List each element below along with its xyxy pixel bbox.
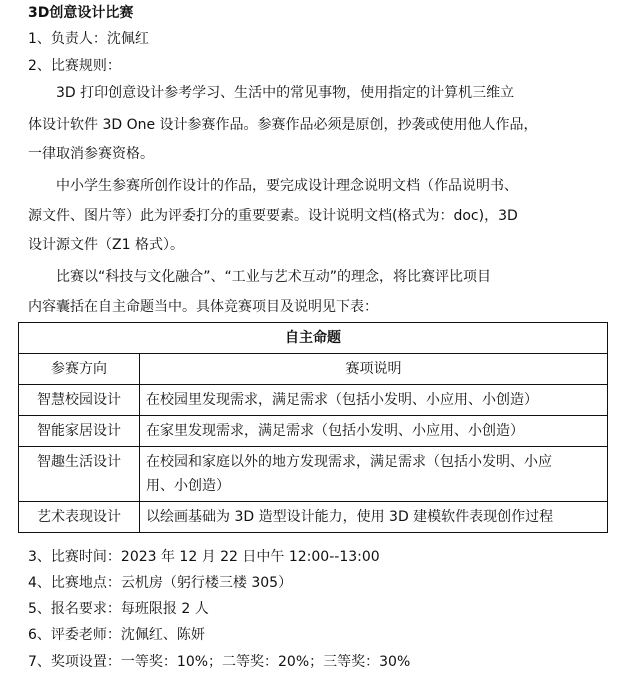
table-row: [19, 385, 608, 416]
table-row: [19, 502, 608, 533]
description-cell-line-1: 在校园和家庭以外的地方发现需求，满足需求（包括小发明、小应: [146, 454, 552, 470]
table-title-row: [19, 323, 608, 354]
table-header-row: [19, 354, 608, 385]
direction-cell: 艺术表现设计: [19, 502, 140, 533]
place-line: 4、比赛地点：云机房（躬行楼三楼 305）: [28, 575, 293, 591]
competition-table: [18, 322, 608, 533]
description-cell: 在校园里发现需求，满足需求（包括小发明、小应用、小创造）: [140, 385, 608, 416]
time-line: 3、比赛时间：2023 年 12 月 22 日中午 12:00--13:00: [28, 549, 380, 565]
leader-line: 1、负责人：沈佩红: [28, 31, 149, 47]
signup-line: 5、报名要求：每班限报 2 人: [28, 601, 209, 617]
rules-label: 2、比赛规则：: [28, 58, 121, 74]
direction-cell: 智能家居设计: [19, 416, 140, 447]
table-title: 自主命题: [19, 323, 608, 354]
paragraph-1-line-3: 一律取消参赛资格。: [28, 146, 154, 162]
awards-line: 7、奖项设置：一等奖：10%；二等奖：20%；三等奖：30%: [28, 654, 411, 670]
table-row: [19, 447, 608, 502]
paragraph-1-line-2: 体设计软件 3D One 设计参赛作品。参赛作品必须是原创，抄袭或使用他人作品，: [28, 117, 538, 133]
description-cell: [140, 447, 608, 502]
document-title: 3D创意设计比赛: [28, 5, 134, 21]
paragraph-3-line-1: 比赛以“科技与文化融合”、“工业与艺术互动”的理念，将比赛评比项目: [56, 269, 492, 285]
column-header-description: 赛项说明: [140, 354, 608, 385]
paragraph-2-line-1: 中小学生参赛所创作设计的作品，要完成设计理念说明文档（作品说明书、: [56, 178, 518, 194]
description-cell-line-2: 用、小创造）: [146, 478, 230, 494]
description-cell: 以绘画基础为 3D 造型设计能力，使用 3D 建模软件表现创作过程: [140, 502, 608, 533]
paragraph-3-line-2: 内容囊括在自主命题当中。具体竞赛项目及说明见下表：: [28, 299, 378, 315]
paragraph-1-line-1: 3D 打印创意设计参考学习、生活中的常见事物，使用指定的计算机三维立: [56, 85, 515, 101]
table-row: [19, 416, 608, 447]
column-header-direction: 参赛方向: [19, 354, 140, 385]
direction-cell: 智趣生活设计: [19, 447, 140, 502]
paragraph-2-line-3: 设计源文件（Z1 格式）。: [28, 237, 184, 253]
description-cell: 在家里发现需求，满足需求（包括小发明、小应用、小创造）: [140, 416, 608, 447]
paragraph-2-line-2: 源文件、图片等）此为评委打分的重要要素。设计说明文档(格式为：doc)，3D: [28, 208, 518, 224]
judges-line: 6、评委老师：沈佩红、陈妍: [28, 627, 205, 643]
direction-cell: 智慧校园设计: [19, 385, 140, 416]
